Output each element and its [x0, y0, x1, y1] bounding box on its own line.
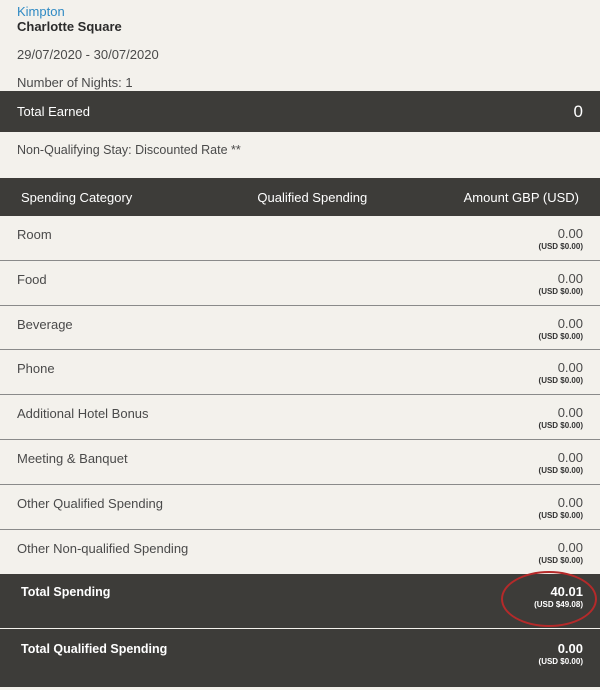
amount-gbp: 0.00	[557, 405, 583, 421]
total-qualified-gbp: 0.00	[557, 641, 583, 657]
amount-cell	[539, 406, 583, 439]
stay-dates: 29/07/2020 - 30/07/2020	[17, 47, 159, 62]
amount-cell	[539, 272, 583, 305]
total-spending-usd: (USD $49.08)	[534, 600, 583, 610]
amount-gbp: 0.00	[557, 226, 583, 241]
amount-cell	[539, 496, 583, 529]
amount-usd: (USD $0.00)	[538, 510, 583, 520]
amount-cell	[539, 541, 583, 575]
table-row	[0, 395, 600, 440]
nights-count: Number of Nights: 1	[17, 75, 133, 90]
category-label: Other Non-qualified Spending	[17, 540, 189, 556]
amount-gbp: 0.00	[557, 449, 583, 465]
category-label: Meeting & Banquet	[17, 450, 128, 466]
total-spending-label: Total Spending	[21, 585, 111, 600]
amount-gbp: 0.00	[557, 315, 583, 331]
brand-link[interactable]: Kimpton	[17, 4, 65, 19]
table-row	[0, 261, 600, 306]
category-label: Room	[17, 227, 52, 242]
highlight-circle-annotation	[501, 571, 597, 627]
table-header	[0, 178, 600, 216]
total-spending-gbp: 40.01	[550, 584, 583, 600]
amount-usd: (USD $0.00)	[538, 555, 583, 565]
amount-cell	[539, 317, 583, 350]
total-qualified-bar	[0, 629, 600, 687]
amount-gbp: 0.00	[557, 494, 583, 510]
table-row	[0, 350, 600, 395]
header-qualified-spending: Qualified Spending	[257, 189, 368, 205]
hotel-name: Charlotte Square	[17, 19, 122, 34]
total-earned-label: Total Earned	[17, 104, 90, 119]
spending-table-body	[0, 216, 600, 574]
total-qualified-label: Total Qualified Spending	[21, 642, 168, 657]
category-label: Food	[17, 271, 47, 287]
amount-usd: (USD $0.00)	[538, 242, 583, 251]
table-row	[0, 440, 600, 485]
category-label: Beverage	[17, 316, 73, 332]
amount-usd: (USD $0.00)	[538, 376, 583, 386]
stay-header	[0, 0, 600, 90]
amount-gbp: 0.00	[557, 360, 583, 376]
amount-usd: (USD $0.00)	[538, 421, 583, 431]
amount-usd: (USD $0.00)	[538, 465, 583, 475]
amount-cell	[539, 451, 583, 484]
table-row	[0, 485, 600, 530]
table-row	[0, 306, 600, 351]
category-label: Other Qualified Spending	[17, 495, 163, 511]
amount-gbp: 0.00	[557, 270, 583, 286]
total-qualified-usd: (USD $0.00)	[538, 657, 583, 667]
category-label: Phone	[17, 361, 55, 377]
total-earned-value: 0	[573, 101, 583, 121]
table-row	[0, 530, 600, 575]
header-amount: Amount GBP (USD)	[463, 189, 579, 205]
category-label: Additional Hotel Bonus	[17, 406, 149, 422]
table-row	[0, 216, 600, 261]
amount-gbp: 0.00	[557, 539, 583, 555]
amount-cell	[539, 361, 583, 394]
total-qualified-amount	[539, 642, 583, 668]
stay-type-note: Non-Qualifying Stay: Discounted Rate **	[17, 143, 241, 157]
total-spending-bar	[0, 574, 600, 628]
amount-usd: (USD $0.00)	[538, 331, 583, 341]
amount-cell	[539, 227, 583, 260]
header-spending-category: Spending Category	[21, 189, 133, 205]
total-earned-bar	[0, 91, 600, 132]
amount-usd: (USD $0.00)	[538, 286, 583, 296]
